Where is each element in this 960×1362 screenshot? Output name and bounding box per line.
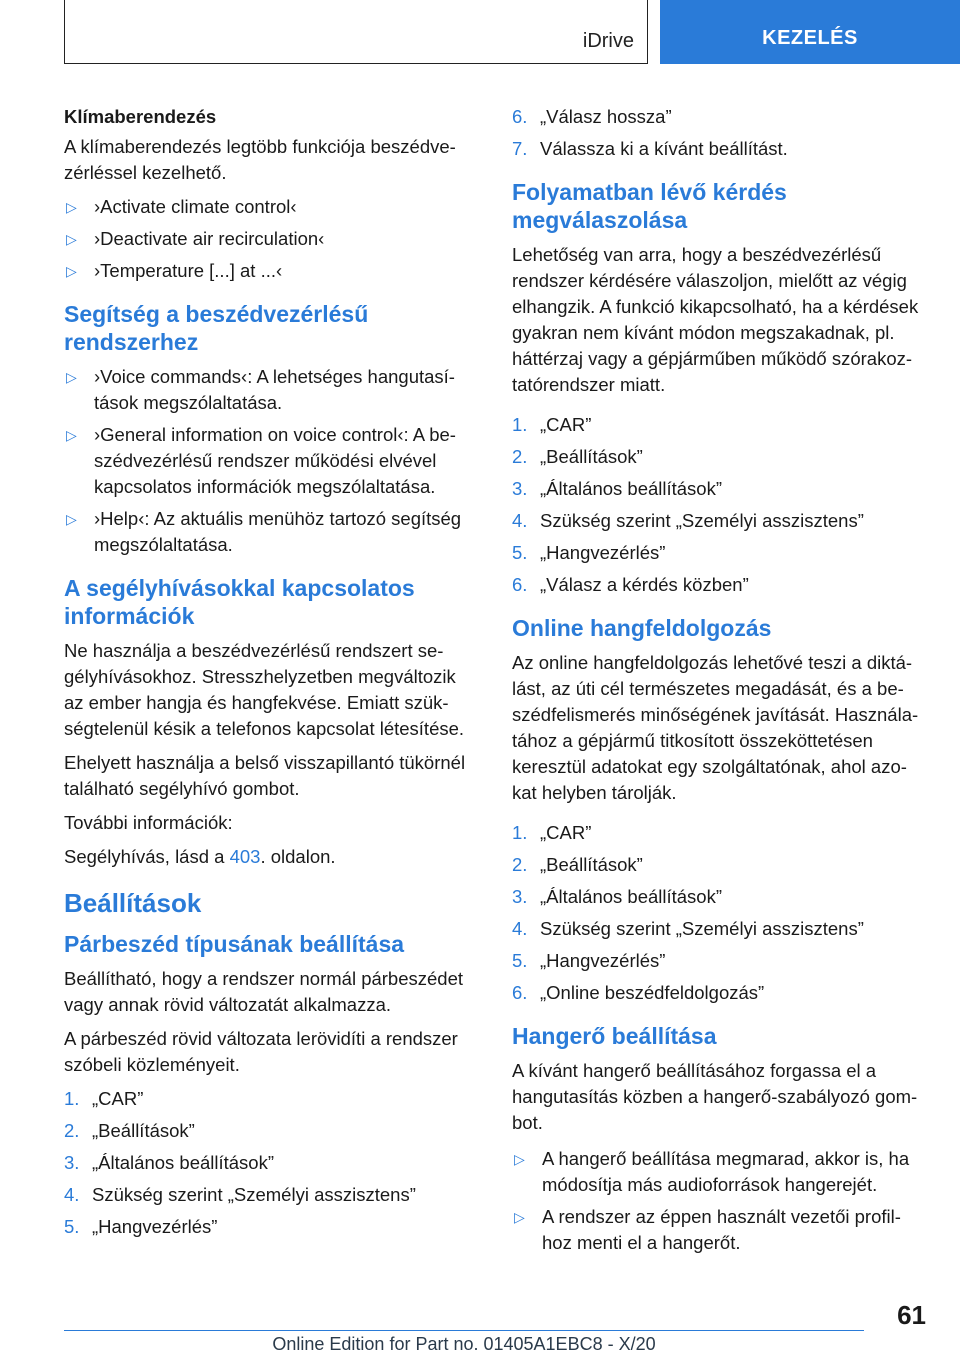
list-item: ▷ ›General information on voice control‹: A be-szédvezérlésű rendszer működési elvével kapcsolatos információk megszólaltatása. [66,424,456,497]
header-section-title: iDrive [582,30,634,52]
header-chapter-tab: KEZELÉS [660,0,960,64]
sos-page-reference: Segélyhívás, lásd a 403. oldalon. [64,846,336,867]
list-item: 2. „Beállítások” [64,1120,195,1141]
triangle-bullet-icon: ▷ [66,231,77,247]
list-item: 4. Szükség szerint „Személyi asszisztens” [512,510,864,531]
list-item: ▷ ›Voice commands‹: A lehetséges hangutasí-tások megszólaltatása. [66,366,455,413]
list-item: ▷ ›Help‹: Az aktuális menühöz tartozó segítség megszólaltatása. [66,508,462,555]
sos-heading: A segélyhívásokkal kapcsolatos információk [64,575,415,629]
list-item: 2. „Beállítások” [512,854,643,875]
answer-paragraph: Lehetőség van arra, hogy a beszédvezérlésű rendszer kérdésére válaszoljon, mielőtt az végig elhangzik. A funkció kikapcsolható, ha a kérdések gyakran nem kívánt módon megszakadnak, pl. háttérzaj vagy a gépjárműben működő szórakoz-tatórendszer miatt. [512,244,919,395]
online-heading: Online hangfeldolgozás [512,615,772,641]
list-item: ▷ A rendszer az éppen használt vezetői profil-hoz menti el a hangerőt. [514,1206,901,1253]
triangle-bullet-icon: ▷ [66,199,77,215]
list-item: 1. „CAR” [64,1088,144,1109]
triangle-bullet-icon: ▷ [66,369,77,385]
answer-heading: Folyamatban lévő kérdés megválaszolása [512,179,787,233]
list-item: 5. „Hangvezérlés” [512,950,666,971]
list-item: ▷ ›Deactivate air recirculation‹ [64,226,476,252]
list-item: ▷ ›Activate climate control‹ [64,194,476,220]
dialog-paragraph-2: A párbeszéd rövid változata lerövidíti a rendszer szóbeli közleményeit. [64,1028,458,1075]
list-item: 5. „Hangvezérlés” [512,542,666,563]
list-item: 3. „Általános beállítások” [512,478,723,499]
help-list [64,364,476,558]
list-item: 3. „Általános beállítások” [512,886,723,907]
list-item: 3. „Általános beállítások” [64,1152,275,1173]
triangle-bullet-icon: ▷ [66,511,77,527]
triangle-bullet-icon: ▷ [514,1151,525,1167]
dialog-steps-list [64,1086,476,1240]
dialog-steps-list-continued [512,104,930,162]
page-link[interactable]: 403 [229,846,261,867]
list-item: ▷ ›Temperature [...] at ...‹ [64,258,476,284]
sos-paragraph-1: Ne használja a beszédvezérlésű rendszert se-gélyhívásokhoz. Stresszhelyzetben megváltozik az ember hangja és hangfekvése. Emiatt szük-ségtelenül késik a telefonos kapcsolat létesítése. [64,640,465,739]
list-item: 6. „Válasz a kérdés közben” [512,574,749,595]
sos-more-info: További információk: [64,812,233,833]
settings-heading: Beállítások [64,888,202,918]
list-item: 1. „CAR” [512,414,592,435]
list-item: ▷ A hangerő beállítása megmarad, akkor is, ha módosítja más audioforrások hangerejét. [514,1148,910,1195]
volume-heading: Hangerő beállítása [512,1023,717,1049]
dialog-heading: Párbeszéd típusának beállítása [64,931,405,957]
sos-paragraph-2: Ehelyett használja a belső visszapillantó tükörnél található segélyhívó gombot. [64,752,466,799]
list-item: 4. Szükség szerint „Személyi asszisztens” [64,1184,416,1205]
climate-subheading: Klímaberendezés [64,106,217,127]
volume-paragraph: A kívánt hangerő beállításához forgassa el a hangutasítás közben a hangerő-szabályozó gom-bot. [512,1060,918,1133]
climate-paragraph: A klímaberendezés legtöbb funkciója beszédve-zérléssel kezelhető. [64,136,456,183]
list-item: 6. „Válasz hossza” [512,106,672,127]
list-item: 1. „CAR” [512,822,592,843]
left-column [64,104,476,1248]
list-item: 5. „Hangvezérlés” [64,1216,218,1237]
list-item: 7. Válassza ki a kívánt beállítást. [512,138,788,159]
help-heading: Segítség a beszédvezérlésű rendszerhez [64,301,369,355]
triangle-bullet-icon: ▷ [514,1209,525,1225]
online-paragraph: Az online hangfeldolgozás lehetővé teszi a diktá-lást, az úti cél természetes megadását, és a be-szédfelismerés minőségének javítását. Használa-tához a gépjármű titkosított összeköttetésen keresztül adatokat egy szolgáltatónak, ahol azo-kat helyben tárolják. [512,652,919,803]
page-number: 61 [897,1300,926,1330]
volume-list [512,1146,930,1256]
online-steps-list [512,820,930,1006]
climate-command-list [64,194,476,284]
triangle-bullet-icon: ▷ [66,427,77,443]
list-item: 4. Szükség szerint „Személyi asszisztens” [512,918,864,939]
footer-edition-text: Online Edition for Part no. 01405A1EBC8 - X/20 [272,1334,656,1354]
header-frame [64,0,648,64]
list-item: 6. „Online beszédfeldolgozás” [512,982,765,1003]
right-column [512,104,930,1264]
triangle-bullet-icon: ▷ [66,263,77,279]
list-item: 2. „Beállítások” [512,446,643,467]
footer-divider [64,1330,864,1331]
dialog-paragraph-1: Beállítható, hogy a rendszer normál párbeszédet vagy annak rövid változatát alkalmazza. [64,968,464,1015]
answer-steps-list [512,412,930,598]
